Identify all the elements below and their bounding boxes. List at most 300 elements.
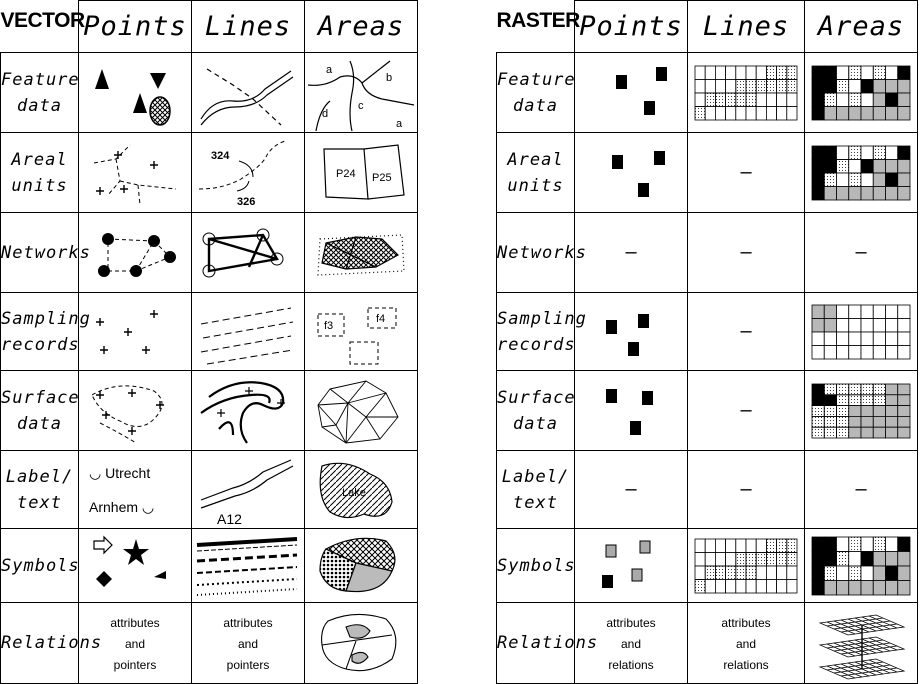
utrecht-entry (89, 456, 191, 490)
vector-row-feature-data (1, 53, 79, 133)
raster-cell (873, 93, 885, 107)
raster-cell (746, 66, 756, 80)
raster-cell (777, 579, 787, 593)
pixel-areas-grid (811, 65, 911, 121)
raster-cell (873, 106, 885, 120)
row-label: Relations (1, 633, 103, 653)
raster-cell (898, 566, 910, 581)
raster-cell (873, 580, 885, 595)
raster-cell (766, 79, 776, 93)
raster-cell (736, 106, 746, 120)
vector-label-lines (192, 451, 305, 529)
raster-cell (898, 332, 910, 346)
raster-cell (837, 551, 849, 566)
row-label: Sampling records (497, 308, 587, 355)
raster-row-relations (497, 603, 599, 684)
raster-cell (787, 79, 797, 93)
raster-cell (861, 186, 873, 200)
raster-cell (849, 427, 861, 438)
raster-cell (849, 345, 861, 359)
raster-cell (898, 318, 910, 332)
raster-cell (886, 580, 898, 595)
pixel-lines-grid (694, 538, 798, 594)
raster-cell (898, 305, 910, 319)
not-applicable-dash: – (740, 478, 752, 500)
raster-cell (766, 579, 776, 593)
raster-cell (766, 539, 776, 553)
line-id-label: 324 (211, 149, 230, 162)
raster-symbols-points (575, 529, 688, 603)
raster-cell (861, 146, 873, 160)
raster-symbols-areas (805, 529, 918, 603)
line-id-label: 326 (237, 195, 256, 208)
vector-symbols-areas (305, 529, 418, 603)
vector-symbols-points (79, 529, 192, 603)
raster-cell (886, 427, 898, 438)
raster-cell (746, 566, 756, 580)
raster-row-symbols (497, 529, 575, 603)
vector-row-label-text (1, 451, 79, 529)
raster-cell (812, 580, 824, 595)
raster-cell (861, 384, 873, 395)
raster-cell (837, 416, 849, 427)
vector-symbols-lines (192, 529, 305, 603)
raster-cell (746, 93, 756, 107)
raster-cell (746, 79, 756, 93)
area-symbols-icon (306, 531, 416, 601)
raster-cell (861, 580, 873, 595)
raster-cell (736, 552, 746, 566)
raster-relations-areas (805, 603, 918, 684)
vector-col-points (79, 1, 192, 53)
raster-cell (787, 579, 797, 593)
raster-cell (756, 66, 766, 80)
raster-cell (898, 537, 910, 552)
vector-feature-points (79, 53, 192, 133)
not-applicable-dash: – (740, 241, 752, 263)
raster-cell (824, 93, 836, 107)
raster-cell (873, 551, 885, 566)
raster-cell (787, 93, 797, 107)
raster-cell (898, 93, 910, 107)
raster-cell (812, 332, 824, 346)
raster-cell (837, 93, 849, 107)
sample-points-icon (80, 294, 190, 370)
raster-cell (898, 427, 910, 438)
raster-cell (715, 539, 725, 553)
raster-cell (873, 427, 885, 438)
vector-relations-points (79, 603, 192, 684)
row-label: Areal units (11, 149, 68, 196)
row-label: Networks (1, 242, 91, 263)
vector-row-sampling-records (1, 293, 91, 371)
raster-cell (898, 186, 910, 200)
raster-cell (824, 580, 836, 595)
parcels-icon (306, 135, 416, 211)
vector-areal-areas (305, 133, 418, 213)
area-label: a (326, 63, 333, 76)
not-applicable-dash: – (740, 399, 752, 421)
raster-cell (824, 427, 836, 438)
raster-cell (787, 539, 797, 553)
raster-table (496, 0, 918, 684)
raster-cell (766, 93, 776, 107)
not-applicable-dash: – (625, 241, 637, 263)
raster-cell (861, 345, 873, 359)
pixel-areas-grid (811, 536, 911, 596)
raster-cell (695, 66, 705, 80)
parcel-label: P24 (336, 167, 356, 180)
row-label: Areal units (507, 149, 564, 196)
raster-cell (746, 579, 756, 593)
raster-cell (736, 79, 746, 93)
raster-cell (837, 345, 849, 359)
raster-cell (824, 318, 836, 332)
raster-cell (849, 305, 861, 319)
raster-cell (837, 79, 849, 93)
raster-cell (873, 332, 885, 346)
raster-cell (837, 159, 849, 173)
plot-label: f4 (376, 312, 386, 325)
raster-cell (715, 552, 725, 566)
vector-col-lines (192, 1, 305, 53)
raster-cell (812, 159, 824, 173)
raster-cell (777, 539, 787, 553)
raster-cell (873, 537, 885, 552)
raster-cell (812, 345, 824, 359)
vector-feature-areas (305, 53, 418, 133)
vector-relations-lines (192, 603, 305, 684)
parcel-label: P25 (372, 171, 392, 184)
raster-feature-lines (688, 53, 805, 133)
raster-cell (787, 66, 797, 80)
row-label: Feature data (497, 69, 576, 116)
tin-mesh-icon (306, 373, 416, 449)
plot-label: f3 (324, 319, 334, 332)
raster-cell (861, 173, 873, 187)
raster-cell (756, 79, 766, 93)
raster-cell (898, 79, 910, 93)
raster-row-label-text (497, 451, 575, 529)
raster-cell (898, 394, 910, 405)
raster-cell (824, 305, 836, 319)
raster-cell (861, 394, 873, 405)
raster-cell (777, 552, 787, 566)
raster-cell (746, 106, 756, 120)
raster-cell (837, 427, 849, 438)
raster-cell (837, 186, 849, 200)
line-symbols-icon (193, 531, 303, 601)
raster-sampling-points (575, 293, 688, 371)
raster-cell (849, 93, 861, 107)
raster-cell (873, 146, 885, 160)
raster-row-networks (497, 213, 587, 293)
vector-relations-areas (305, 603, 418, 684)
raster-cell (812, 66, 824, 80)
raster-cell (837, 305, 849, 319)
raster-cell (777, 106, 787, 120)
raster-cell (726, 579, 736, 593)
raster-cell (861, 566, 873, 581)
raster-cell (824, 537, 836, 552)
raster-cell (736, 539, 746, 553)
raster-cell (861, 551, 873, 566)
raster-cell (886, 173, 898, 187)
vector-sampling-areas (305, 293, 418, 371)
row-label: Networks (497, 242, 587, 263)
row-label: Symbols (1, 555, 80, 576)
raster-cell (756, 552, 766, 566)
row-label: Symbols (497, 555, 576, 576)
raster-cell (812, 79, 824, 93)
raster-cell (873, 345, 885, 359)
raster-cell (812, 106, 824, 120)
raster-cell (777, 66, 787, 80)
vector-label-areas (305, 451, 418, 529)
raster-cell (898, 66, 910, 80)
raster-cell (824, 345, 836, 359)
raster-cell (695, 79, 705, 93)
raster-feature-points (575, 53, 688, 133)
vector-row-areal-units (1, 133, 79, 213)
raster-cell (873, 186, 885, 200)
raster-cell (849, 173, 861, 187)
raster-cell (837, 173, 849, 187)
raster-cell (873, 318, 885, 332)
point-symbols-icon (80, 531, 190, 601)
raster-cell (886, 537, 898, 552)
raster-cell (824, 159, 836, 173)
raster-cell (824, 146, 836, 160)
place-label: Arnhem (89, 498, 139, 515)
raster-cell (837, 318, 849, 332)
raster-cell (837, 332, 849, 346)
road-lines-icon (193, 55, 303, 131)
raster-cell (812, 318, 824, 332)
raster-cell (812, 394, 824, 405)
raster-cell (898, 106, 910, 120)
raster-cell (705, 566, 715, 580)
raster-networks-points (575, 213, 688, 293)
raster-sampling-areas (805, 293, 918, 371)
raster-cell (873, 405, 885, 416)
raster-cell (715, 66, 725, 80)
pixel-points-icon (576, 135, 686, 211)
raster-row-sampling-records (497, 293, 587, 371)
raster-cell (886, 66, 898, 80)
raster-cell (837, 106, 849, 120)
raster-row-feature-data (497, 53, 575, 133)
pixel-points-icon (576, 294, 686, 370)
vector-col-areas (305, 1, 418, 53)
raster-cell (886, 159, 898, 173)
raster-cell (695, 552, 705, 566)
raster-cell (756, 539, 766, 553)
boundary-lines-icon (193, 135, 303, 211)
vector-surface-points (79, 371, 192, 451)
area-label: b (386, 71, 393, 84)
row-label: Label/ text (501, 466, 570, 513)
raster-cell (777, 93, 787, 107)
raster-col-points (575, 1, 688, 53)
centroid-points-icon (80, 135, 190, 211)
raster-cell (837, 537, 849, 552)
raster-cell (886, 318, 898, 332)
raster-cell (886, 106, 898, 120)
raster-cell (837, 580, 849, 595)
raster-cell (824, 79, 836, 93)
contour-lines-icon (193, 373, 303, 449)
raster-cell (849, 159, 861, 173)
raster-cell (849, 186, 861, 200)
raster-areal-lines (688, 133, 805, 213)
row-label: Surface data (1, 387, 80, 434)
raster-cell (736, 566, 746, 580)
pixel-symbols-icon (576, 531, 686, 601)
raster-cell (837, 384, 849, 395)
raster-cell (824, 173, 836, 187)
vector-areal-points (79, 133, 192, 213)
topology-icon (306, 605, 416, 681)
raster-cell (736, 66, 746, 80)
vector-networks-lines (192, 213, 305, 293)
raster-label-areas (805, 451, 918, 529)
not-applicable-dash: – (740, 161, 752, 183)
raster-cell (726, 66, 736, 80)
raster-cell (695, 566, 705, 580)
raster-cell (898, 146, 910, 160)
raster-cell (849, 318, 861, 332)
lake-label: Lake (342, 486, 366, 499)
raster-cell (873, 394, 885, 405)
raster-cell (812, 146, 824, 160)
raster-cell (886, 146, 898, 160)
raster-cell (861, 305, 873, 319)
raster-cell (715, 566, 725, 580)
raster-cell (695, 539, 705, 553)
raster-cell (705, 93, 715, 107)
raster-col-areas-label: Areas (817, 11, 905, 42)
vector-surface-areas (305, 371, 418, 451)
raster-cell (898, 345, 910, 359)
raster-cell (715, 106, 725, 120)
raster-corner (496, 1, 580, 53)
raster-cell (861, 427, 873, 438)
raster-cell (746, 539, 756, 553)
raster-cell (705, 579, 715, 593)
network-regions-icon (306, 215, 416, 291)
row-label: Sampling records (1, 308, 91, 355)
raster-cell (849, 551, 861, 566)
raster-cell (886, 416, 898, 427)
raster-cell (756, 579, 766, 593)
raster-cell (886, 345, 898, 359)
raster-label-lines (688, 451, 805, 529)
raster-surface-areas (805, 371, 918, 451)
raster-cell (736, 93, 746, 107)
point-marker-icon: ◡ (89, 464, 102, 481)
raster-cell (861, 405, 873, 416)
vector-sampling-lines (192, 293, 305, 371)
vector-areal-lines (192, 133, 305, 213)
raster-cell (886, 93, 898, 107)
raster-cell (695, 579, 705, 593)
raster-cell (705, 79, 715, 93)
raster-cell (861, 66, 873, 80)
raster-cell (886, 405, 898, 416)
raster-cell (766, 106, 776, 120)
raster-cell (812, 305, 824, 319)
raster-cell (812, 416, 824, 427)
row-label: Relations (497, 633, 599, 653)
raster-cell (726, 93, 736, 107)
raster-cell (873, 66, 885, 80)
raster-cell (861, 159, 873, 173)
raster-cell (766, 566, 776, 580)
vector-networks-areas (305, 213, 418, 293)
row-label: Surface data (497, 387, 576, 434)
raster-cell (886, 305, 898, 319)
raster-cell (705, 539, 715, 553)
raster-col-points-label: Points (579, 11, 683, 42)
raster-cell (886, 186, 898, 200)
raster-cell (812, 537, 824, 552)
pixel-lines-grid (694, 65, 798, 121)
raster-cell (886, 551, 898, 566)
raster-cell (756, 106, 766, 120)
raster-areal-areas (805, 133, 918, 213)
raster-cell (824, 384, 836, 395)
vector-networks-points (79, 213, 192, 293)
raster-cell (695, 93, 705, 107)
raster-cell (756, 566, 766, 580)
raster-cell (861, 416, 873, 427)
raster-cell (849, 566, 861, 581)
raster-cell (726, 552, 736, 566)
raster-cell (837, 146, 849, 160)
raster-cell (787, 566, 797, 580)
raster-cell (705, 106, 715, 120)
raster-surface-lines (688, 371, 805, 451)
raster-symbols-lines (688, 529, 805, 603)
network-graph-icon (193, 215, 303, 291)
raster-row-surface-data (497, 371, 575, 451)
raster-col-areas (805, 1, 918, 53)
layer-stack-icon (806, 605, 916, 681)
raster-cell (898, 159, 910, 173)
vector-label-points (79, 451, 192, 529)
raster-cell (766, 552, 776, 566)
not-applicable-dash: – (625, 478, 637, 500)
raster-cell (695, 106, 705, 120)
raster-cell (849, 332, 861, 346)
raster-cell (777, 566, 787, 580)
transect-lines-icon (193, 294, 303, 370)
vector-row-networks (1, 213, 91, 293)
raster-sampling-lines (688, 293, 805, 371)
raster-cell (824, 106, 836, 120)
not-applicable-dash: – (855, 241, 867, 263)
raster-cell (849, 416, 861, 427)
area-label: c (358, 99, 364, 112)
raster-cell (873, 384, 885, 395)
vector-row-relations (1, 603, 103, 684)
raster-row-areal-units (497, 133, 575, 213)
raster-cell (886, 566, 898, 581)
pixel-areas-grid (811, 145, 911, 201)
raster-relations-lines (688, 603, 805, 684)
raster-cell (849, 537, 861, 552)
